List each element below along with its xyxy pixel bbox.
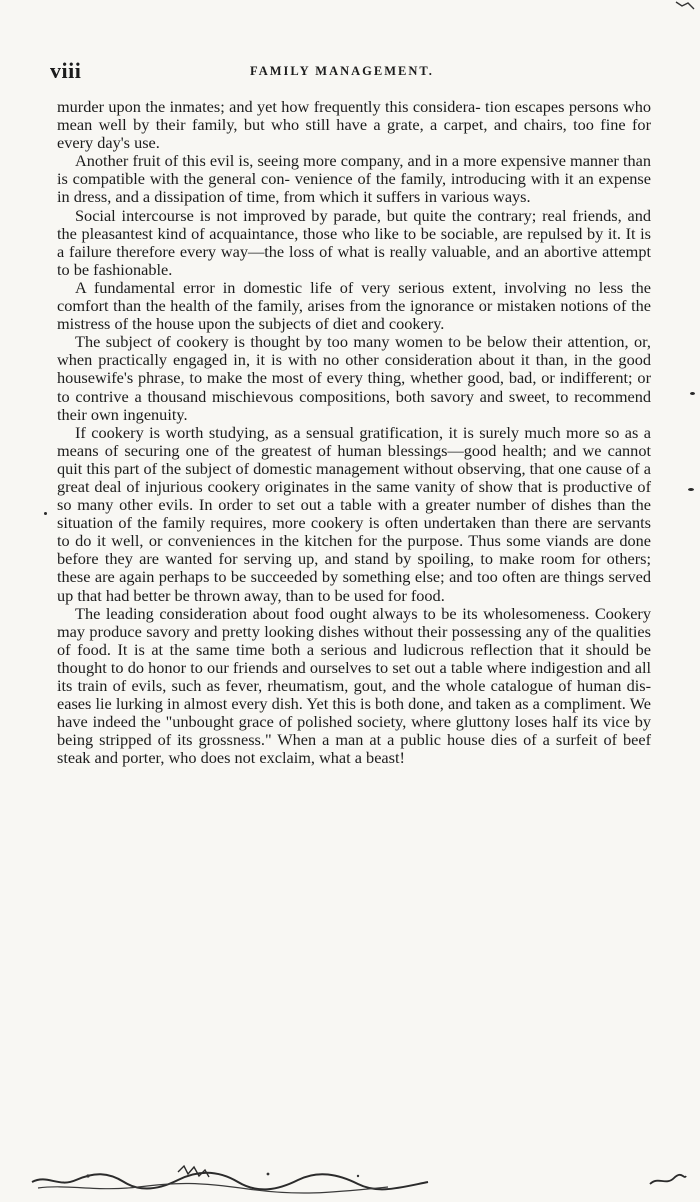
ornament-fragment (648, 1170, 688, 1190)
running-title: FAMILY MANAGEMENT. (250, 64, 434, 78)
paragraph: If cookery is worth studying, as a sensual gratification, it is surely much more so as a means of securing one of the greatest of human blessings—good health; and we cannot quit this part of the subject of domestic management without observing, that one cause of a great deal of injurious cookery originates in the same vanity of show that is productive of so many other evils. In order to set out a table with a greater number of dishes than the situation of the family requires, more cookery is often undertaken than there are servants to do it well, or conveniences in the kitchen for the purpose. Thus some viands are done before they are wanted for serving up, and stand by spoiling, to make room for others; these are again perhaps to be succeeded by something else; and too often are things served up that had better be thrown away, than to be used for food. (57, 422, 651, 605)
paragraph-continued: murder upon the inmates; and yet how frequently this considera- tion escapes persons who mean well by their family, but who still have a grate, a carpet, and chairs, too fine for every day's use. (57, 97, 651, 153)
decorative-ornament (28, 1160, 448, 1196)
running-head (50, 58, 660, 86)
page-number: viii (50, 58, 82, 83)
stray-ink-mark (690, 392, 695, 395)
paragraph: Social intercourse is not improved by parade, but quite the contrary; real friends, and the pleasantest kind of acquaintance, those who like to be sociable, are repulsed by it. It is a failure therefore every way—the loss of what is really valuable, and an abortive attempt to be fashionable. (57, 205, 651, 279)
paragraph: The leading consideration about food ought always to be its wholesomeness. Cookery may produce savory and pretty looking dishes without their possessing any of the qualities of food. It is at the same time both a serious and ludicrous reflection that it should be thought to do honor to our friends and ourselves to set out a table where indigestion and all its train of evils, such as fever, rheumatism, gout, and the whole catalogue of human dis- eases lie lurking in almost every dish. Yet this is both done, and taken as a compliment. We have indeed the "unbought grace of polished society, where gluttony loses half its vice by being stripped of its grossness." When a man at a public house dies of a surfeit of beef steak and porter, who does not exclaim, what a beast! (57, 603, 651, 768)
paragraph: The subject of cookery is thought by too many women to be below their attention, or, when practically engaged in, it is with no other consideration about it than, in the good housewife's phrase, to make the most of every thing, whether good, bad, or indifferent; or to contrive a thousand mischievous compositions, both savory and sweet, to recommend their own ingenuity. (57, 332, 651, 424)
paragraph: Another fruit of this evil is, seeing more company, and in a more expensive manner than is compatible with the general con- venience of the family, introducing with it an expense in dress, and a dissipation of time, from which it suffers in various ways. (57, 151, 651, 207)
stray-ink-mark (44, 512, 47, 515)
corner-smudge (674, 0, 696, 14)
paragraph: A fundamental error in domestic life of very serious extent, involving no less the comfort than the health of the family, arises from the ignorance or mistaken notions of the mistress of the house upon the subjects of diet and cookery. (57, 277, 651, 334)
body-text (57, 98, 651, 767)
stray-ink-mark (688, 488, 694, 491)
